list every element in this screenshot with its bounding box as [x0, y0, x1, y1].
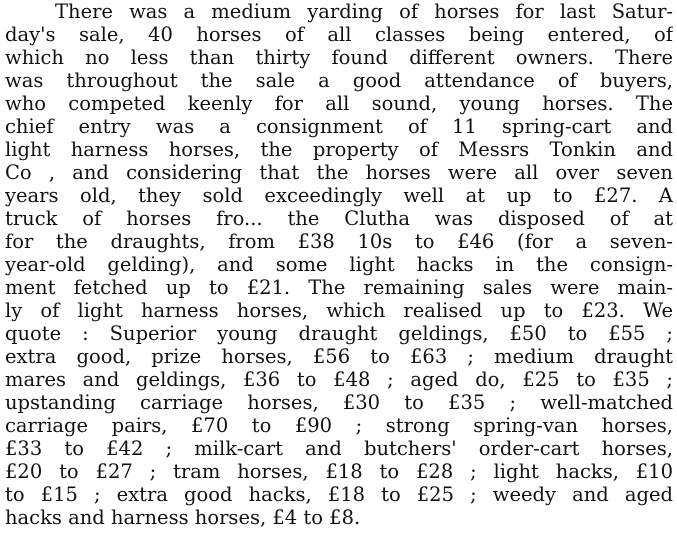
- article-line: extra good, prize horses, £56 to £63 ; medium draught: [5, 345, 673, 368]
- article-line: upstanding carriage horses, £30 to £35 ; well-matched: [5, 391, 673, 414]
- article-line: £33 to £42 ; milk-cart and butchers' order-cart horses,: [5, 437, 673, 460]
- article-line: Co , and considering that the horses were all over seven: [5, 161, 673, 184]
- article-line: quote : Superior young draught geldings, £50 to £55 ;: [5, 322, 673, 345]
- article-line: ly of light harness horses, which realised up to £23. We: [5, 299, 673, 322]
- article-line: years old, they sold exceedingly well at up to £27. A: [5, 184, 673, 207]
- article-line: day's sale, 40 horses of all classes being entered, of: [5, 23, 673, 46]
- article-line: hacks and harness horses, £4 to £8.: [5, 506, 361, 529]
- article-line: truck of horses fro... the Clutha was disposed of at: [5, 207, 673, 230]
- article-line: carriage pairs, £70 to £90 ; strong spring-van horses,: [5, 414, 673, 437]
- article-line: There was a medium yarding of horses for last Satur-: [55, 0, 673, 23]
- article-line: light harness horses, the property of Messrs Tonkin and: [5, 138, 673, 161]
- article-line: year-old gelding), and some light hacks in the consign-: [5, 253, 673, 276]
- article-line: ment fetched up to £21. The remaining sales were main-: [5, 276, 673, 299]
- article-line: who competed keenly for all sound, young horses. The: [5, 92, 673, 115]
- article-line: mares and geldings, £36 to £48 ; aged do, £25 to £35 ;: [5, 368, 673, 391]
- article-line: chief entry was a consignment of 11 spring-cart and: [5, 115, 673, 138]
- article-line: which no less than thirty found different owners. There: [5, 46, 673, 69]
- article-line: for the draughts, from £38 10s to £46 (for a seven-: [5, 230, 673, 253]
- article-line: was throughout the sale a good attendance of buyers,: [5, 69, 673, 92]
- article-line: to £15 ; extra good hacks, £18 to £25 ; weedy and aged: [5, 483, 673, 506]
- article-line: £20 to £27 ; tram horses, £18 to £28 ; light hacks, £10: [5, 460, 673, 483]
